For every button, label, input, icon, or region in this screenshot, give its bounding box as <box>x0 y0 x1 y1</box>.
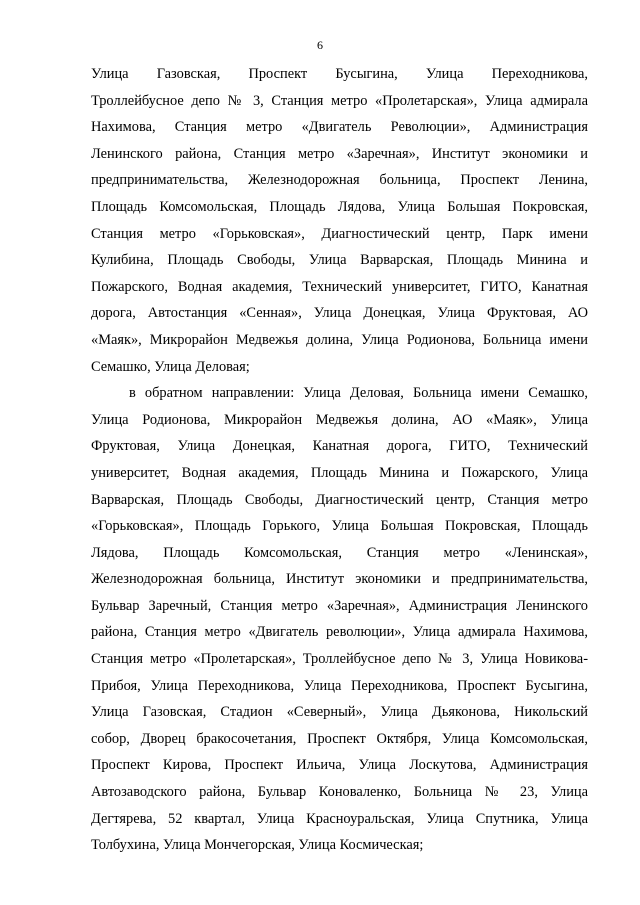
text-line: Фруктовая, Улица Донецкая, Канатная дорога, ГИТО, Технический <box>91 438 588 455</box>
text-line: предпринимательства, Железнодорожная больница, Проспект Ленина, <box>91 172 588 189</box>
text-line: Улица Газовская, Стадион «Северный», Улица Дьяконова, Никольский <box>91 704 588 721</box>
text-line: Проспект Кирова, Проспект Ильича, Улица Лоскутова, Администрация <box>91 757 588 774</box>
text-line: Варварская, Площадь Свободы, Диагностический центр, Станция метро <box>91 491 588 508</box>
text-line: Станция метро «Горьковская», Диагностический центр, Парк имени <box>91 225 588 242</box>
paragraph-route-forward <box>91 61 588 380</box>
text-line: Лядова, Площадь Комсомольская, Станция метро «Ленинская», <box>91 544 588 561</box>
text-line: дорога, Автостанция «Сенная», Улица Донецкая, Улица Фруктовая, АО <box>91 305 588 322</box>
text-line: Пожарского, Водная академия, Технический университет, ГИТО, Канатная <box>91 278 588 295</box>
text-line: «Маяк», Микрорайон Медвежья долина, Улица Родионова, Больница имени <box>91 331 588 348</box>
text-line: в обратном направлении: Улица Деловая, Больница имени Семашко, <box>129 385 588 402</box>
text-line: Нахимова, Станция метро «Двигатель Революции», Администрация <box>91 119 588 136</box>
text-line: Бульвар Заречный, Станция метро «Заречная», Администрация Ленинского <box>91 597 588 614</box>
text-line: Толбухина, Улица Мончегорская, Улица Космическая; <box>91 837 424 854</box>
text-line: Улица Родионова, Микрорайон Медвежья долина, АО «Маяк», Улица <box>91 411 588 428</box>
text-line: района, Станция метро «Двигатель революции», Улица адмирала Нахимова, <box>91 624 588 641</box>
text-line: Дегтярева, 52 квартал, Улица Красноуральская, Улица Спутника, Улица <box>91 810 588 827</box>
text-line: Улица Газовская, Проспект Бусыгина, Улица Переходникова, <box>91 66 588 82</box>
text-line: Семашко, Улица Деловая; <box>91 358 250 375</box>
paragraph-route-reverse <box>91 380 588 859</box>
text-line: Прибоя, Улица Переходникова, Улица Переходникова, Проспект Бусыгина, <box>91 677 588 694</box>
text-line: Кулибина, Площадь Свободы, Улица Варварская, Площадь Минина и <box>91 252 588 269</box>
document-body <box>91 61 588 859</box>
text-line: Железнодорожная больница, Институт экономики и предпринимательства, <box>91 571 588 588</box>
text-line: Троллейбусное депо № 3, Станция метро «Пролетарская», Улица адмирала <box>91 92 588 109</box>
text-line: Автозаводского района, Бульвар Коноваленко, Больница № 23, Улица <box>91 784 588 801</box>
text-line: собор, Дворец бракосочетания, Проспект Октября, Улица Комсомольская, <box>91 730 588 747</box>
text-line: Станция метро «Пролетарская», Троллейбусное депо № 3, Улица Новикова- <box>91 651 588 668</box>
text-line: «Горьковская», Площадь Горького, Улица Большая Покровская, Площадь <box>91 518 588 535</box>
text-line: университет, Водная академия, Площадь Минина и Пожарского, Улица <box>91 464 588 481</box>
page-number: 6 <box>317 38 323 52</box>
text-line: Площадь Комсомольская, Площадь Лядова, Улица Большая Покровская, <box>91 198 588 215</box>
text-line: Ленинского района, Станция метро «Заречная», Институт экономики и <box>91 145 588 162</box>
